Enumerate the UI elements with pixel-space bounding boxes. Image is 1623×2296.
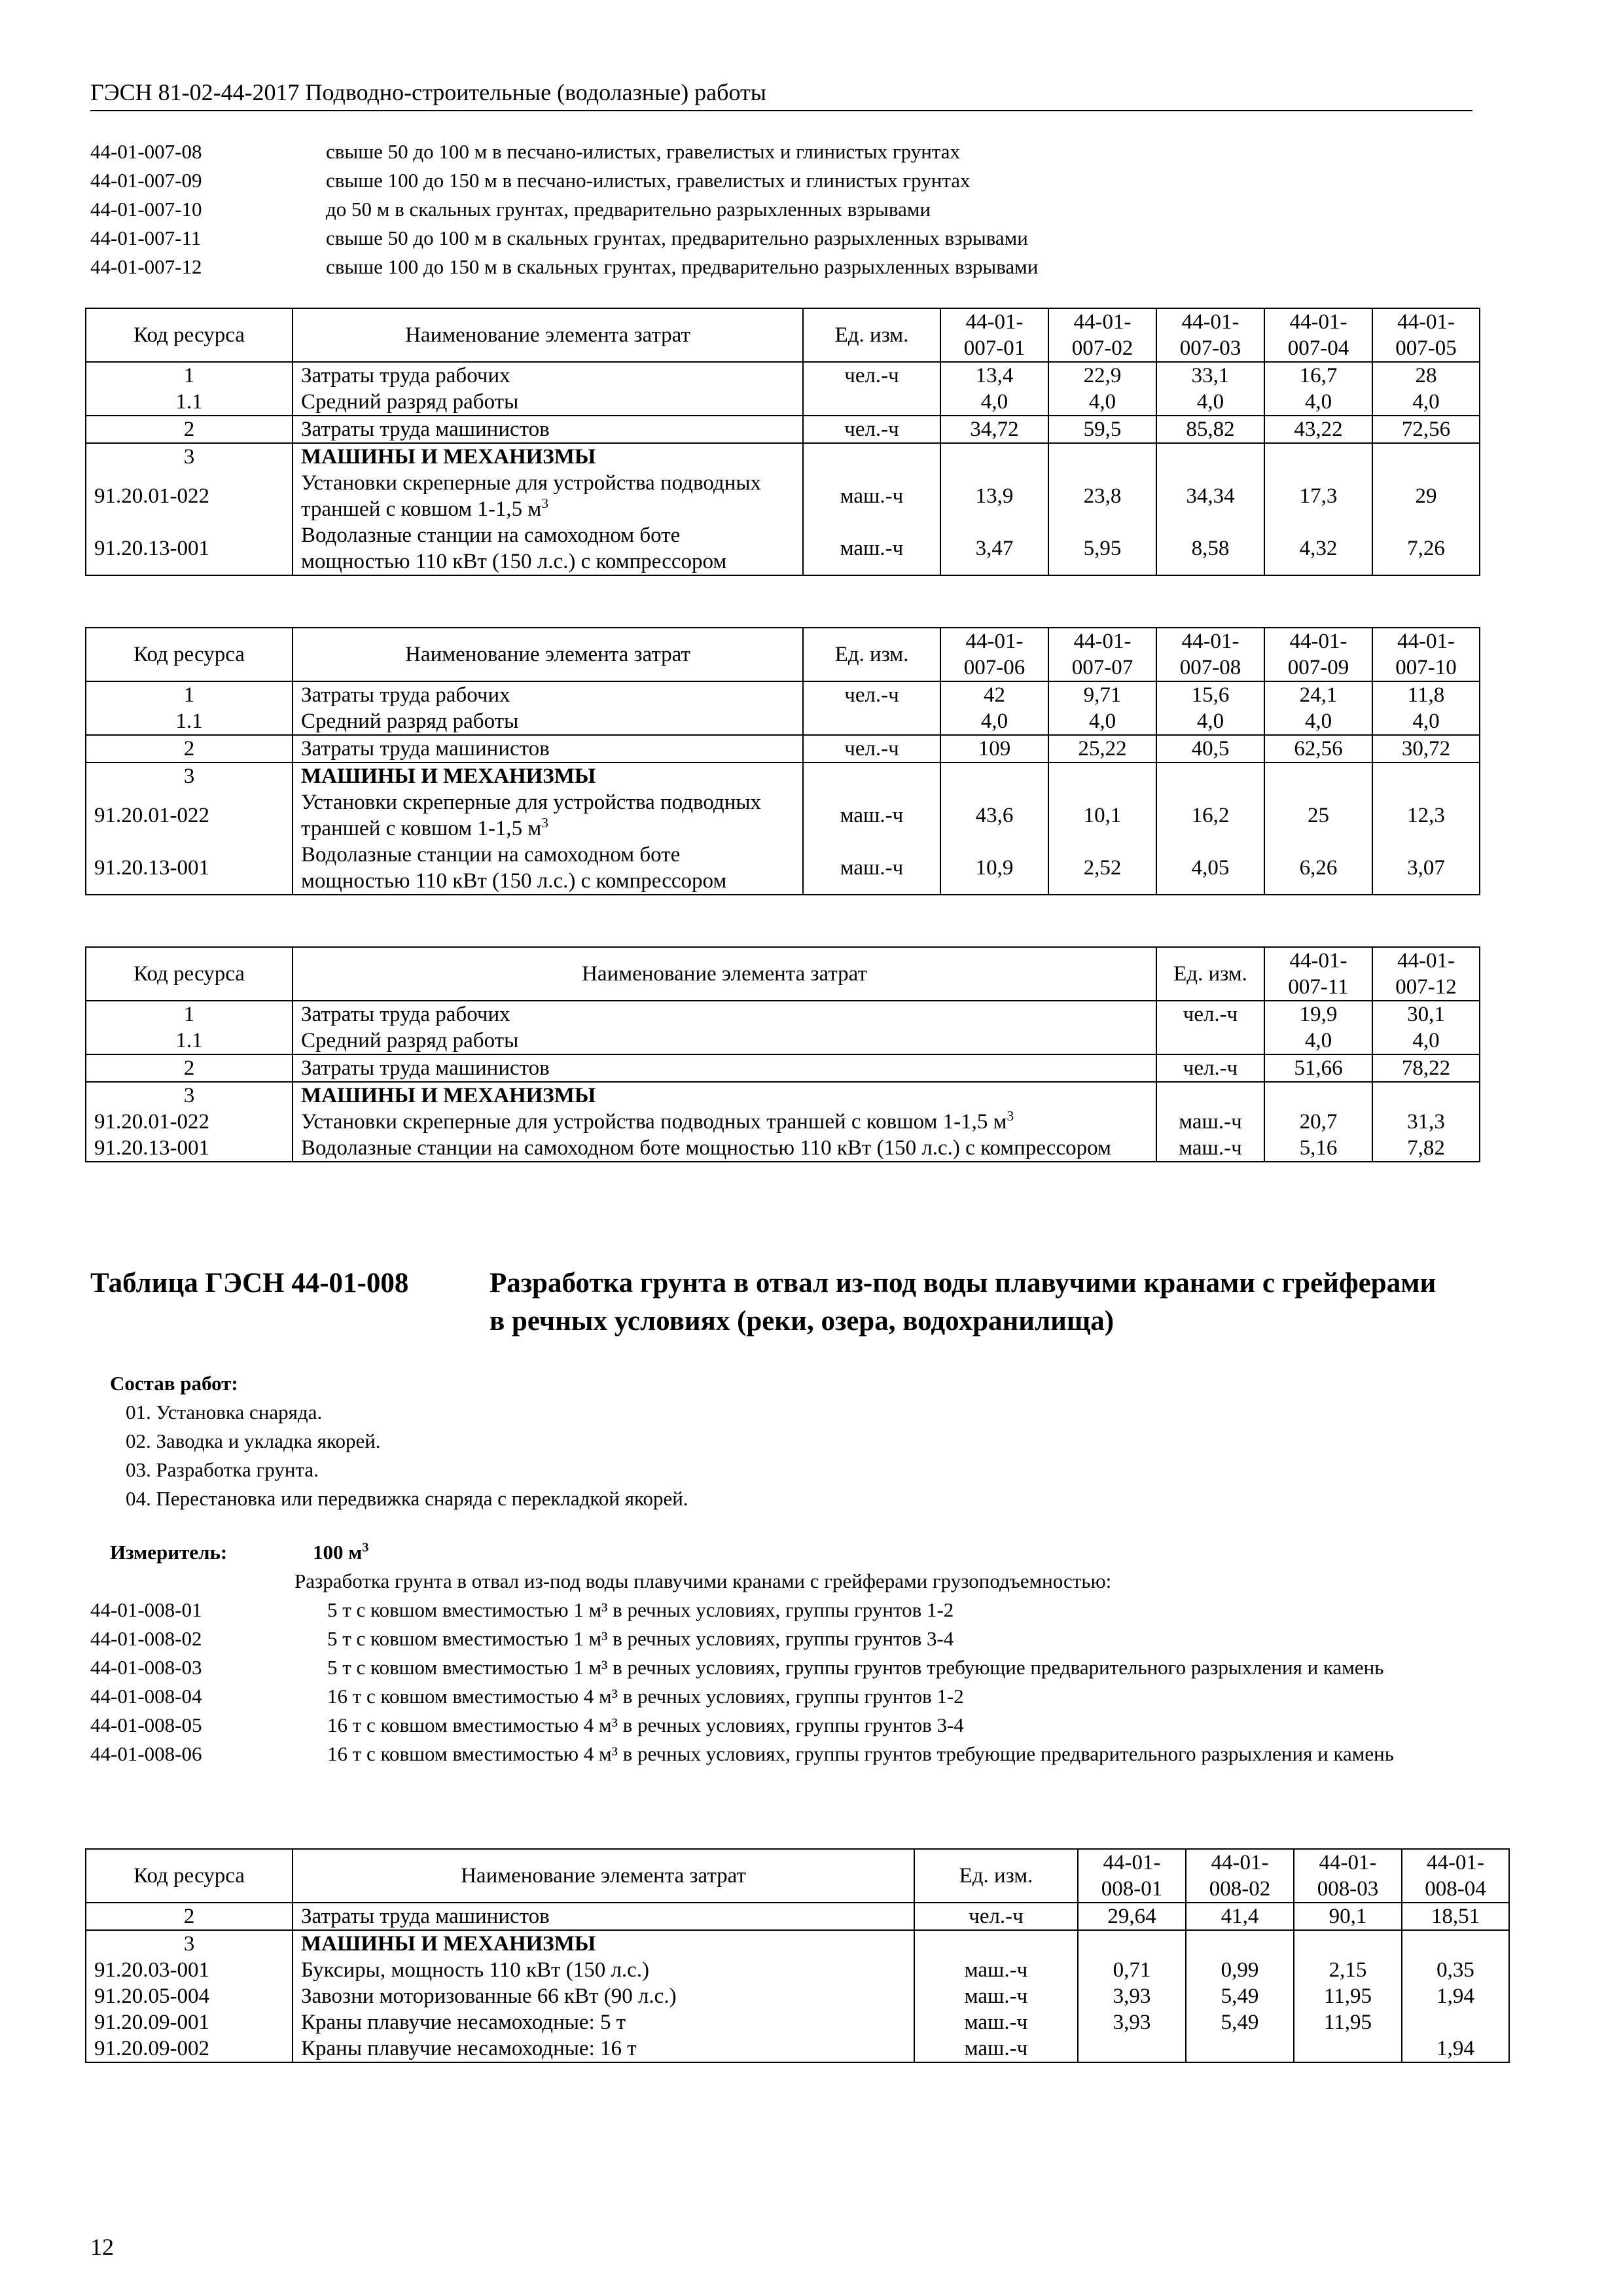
value-cell: 72,56 [1372, 416, 1480, 443]
value-cell: 17,3 [1264, 470, 1372, 522]
value-cell: 5,16 [1264, 1135, 1372, 1162]
resource-code: 3 [86, 443, 293, 470]
value-cell [1078, 1930, 1186, 1957]
value-cell: 10,1 [1048, 789, 1156, 842]
measure-item [90, 1624, 1465, 1653]
value-cell: 109 [940, 735, 1048, 762]
work-step: 04. Перестановка или передвижка снаряда с перекладкой якорей. [126, 1487, 688, 1510]
work-composition-title: Состав работ: [110, 1372, 238, 1395]
table-row [86, 842, 1480, 895]
value-cell: 19,9 [1264, 1001, 1372, 1028]
code-list-desc: до 50 м в скальных грунтах, предварительно разрыхленных взрывами [326, 198, 931, 221]
measure-item [90, 1596, 1465, 1624]
value-cell: 6,26 [1264, 842, 1372, 895]
code-list-desc: свыше 100 до 150 м в песчано-илистых, гравелистых и глинистых грунтах [326, 169, 971, 192]
measure-item-code: 44-01-008-02 [90, 1627, 202, 1650]
table-row [86, 1957, 1509, 1983]
table-row [86, 708, 1480, 735]
value-cell: 1,94 [1402, 2036, 1509, 2062]
resource-table-008-01-04 [85, 1848, 1510, 2063]
code-list-desc: свыше 50 до 100 м в скальных грунтах, предварительно разрыхленных взрывами [326, 226, 1028, 249]
value-cell [1294, 2036, 1402, 2062]
code-list-code: 44-01-007-10 [90, 198, 202, 221]
code-list-item [90, 195, 1038, 224]
value-cell: 40,5 [1156, 735, 1264, 762]
header-rate-code: 44-01- 007-07 [1048, 628, 1156, 681]
header-name: Наименование элемента затрат [293, 1849, 914, 1903]
header-unit: Ед. изм. [803, 628, 940, 681]
cost-element-name: Краны плавучие несамоходные: 5 т [293, 2009, 914, 2036]
cost-element-name: Завозни моторизованные 66 кВт (90 л.с.) [293, 1983, 914, 2009]
value-cell: 16,7 [1264, 362, 1372, 389]
unit-cell [914, 1930, 1078, 1957]
value-cell [1372, 443, 1480, 470]
value-cell: 59,5 [1048, 416, 1156, 443]
measure-label: Измеритель: [110, 1541, 228, 1564]
value-cell: 4,0 [1372, 1028, 1480, 1054]
table-row [86, 762, 1480, 789]
value-cell [1156, 443, 1264, 470]
value-cell: 29 [1372, 470, 1480, 522]
cost-element-name: Водолазные станции на самоходном боте мощностью 110 кВт (150 л.с.) с компрессором [293, 842, 803, 895]
unit-cell [803, 708, 940, 735]
value-cell: 78,22 [1372, 1054, 1480, 1082]
measure-item-code: 44-01-008-01 [90, 1598, 202, 1621]
unit-cell: маш.-ч [1156, 1135, 1264, 1162]
header-rate-code: 44-01- 007-10 [1372, 628, 1480, 681]
resource-code: 1 [86, 1001, 293, 1028]
work-composition [110, 1369, 688, 1513]
value-cell: 30,72 [1372, 735, 1480, 762]
resource-code: 91.20.13-001 [86, 842, 293, 895]
unit-cell: чел.-ч [803, 681, 940, 708]
code-list-desc: свыше 50 до 100 м в песчано-илистых, гравелистых и глинистых грунтах [326, 140, 961, 163]
value-cell [940, 443, 1048, 470]
unit-cell: маш.-ч [914, 1983, 1078, 2009]
value-cell: 85,82 [1156, 416, 1264, 443]
value-cell [1372, 762, 1480, 789]
value-cell: 29,64 [1078, 1903, 1186, 1930]
unit-cell: чел.-ч [803, 735, 940, 762]
header-rate-code: 44-01- 007-05 [1372, 308, 1480, 362]
code-list-item [90, 253, 1038, 281]
measure-block [90, 1538, 1465, 1768]
unit-cell: чел.-ч [803, 416, 940, 443]
table-row [86, 389, 1480, 416]
resource-table-007-11-12 [85, 946, 1480, 1162]
header-code: Код ресурса [86, 308, 293, 362]
code-list-item [90, 224, 1038, 253]
resource-code: 91.20.01-022 [86, 1109, 293, 1135]
value-cell: 11,8 [1372, 681, 1480, 708]
table-row [86, 416, 1480, 443]
value-cell: 11,95 [1294, 2009, 1402, 2036]
value-cell: 4,0 [1372, 708, 1480, 735]
table-row [86, 1082, 1480, 1109]
table-row [86, 1054, 1480, 1082]
resource-code: 91.20.01-022 [86, 789, 293, 842]
measure-value: 100 $м^3$ [313, 1540, 369, 1564]
unit-cell [803, 389, 940, 416]
cost-element-name: Затраты труда машинистов [293, 416, 803, 443]
resource-code: 1.1 [86, 708, 293, 735]
unit-cell [803, 443, 940, 470]
work-composition-list [110, 1398, 688, 1513]
header-code: Код ресурса [86, 1849, 293, 1903]
cost-element-name: Затраты труда рабочих [293, 681, 803, 708]
value-cell [1294, 1930, 1402, 1957]
measure-code-list [90, 1596, 1465, 1768]
value-cell [1078, 2036, 1186, 2062]
value-cell: 23,8 [1048, 470, 1156, 522]
resource-code: 1 [86, 362, 293, 389]
value-cell [1264, 762, 1372, 789]
value-cell: 4,32 [1264, 522, 1372, 575]
unit-cell [1156, 1082, 1264, 1109]
resource-code: 91.20.13-001 [86, 1135, 293, 1162]
table-row [86, 681, 1480, 708]
value-cell: 33,1 [1156, 362, 1264, 389]
resource-code: 2 [86, 416, 293, 443]
resource-code: 1 [86, 681, 293, 708]
value-cell: 0,99 [1186, 1957, 1294, 1983]
value-cell: 43,22 [1264, 416, 1372, 443]
cost-element-name: Затраты труда рабочих [293, 362, 803, 389]
value-cell: 34,72 [940, 416, 1048, 443]
top-code-list [90, 137, 1038, 281]
header-rate-code: 44-01- 007-01 [940, 308, 1048, 362]
cost-element-name: Установки скреперные для устройства подводных траншей с ковшом 1-1,5 $м^3$ [293, 1109, 1156, 1135]
value-cell: 4,0 [1264, 708, 1372, 735]
unit-cell [1156, 1028, 1264, 1054]
value-cell: 4,0 [1372, 389, 1480, 416]
value-cell [1264, 1082, 1372, 1109]
header-rate-code: 44-01- 007-09 [1264, 628, 1372, 681]
value-cell: 3,07 [1372, 842, 1480, 895]
value-cell [1156, 762, 1264, 789]
cost-element-name: Затраты труда машинистов [293, 735, 803, 762]
value-cell [1372, 1082, 1480, 1109]
value-cell: 18,51 [1402, 1903, 1509, 1930]
value-cell: 1,94 [1402, 1983, 1509, 2009]
resource-code: 91.20.05-004 [86, 1983, 293, 2009]
table-row [86, 2036, 1509, 2062]
measure-item-code: 44-01-008-03 [90, 1656, 202, 1679]
value-cell: 24,1 [1264, 681, 1372, 708]
unit-cell: чел.-ч [803, 362, 940, 389]
measure-item [90, 1740, 1465, 1768]
resource-code: 2 [86, 735, 293, 762]
unit-cell: маш.-ч [803, 789, 940, 842]
header-rate-code: 44-01- 007-04 [1264, 308, 1372, 362]
header-rate-code: 44-01- 007-11 [1264, 947, 1372, 1001]
value-cell: 4,05 [1156, 842, 1264, 895]
measure-item-desc: 5 т с ковшом вместимостью 1 м³ в речных условиях, группы грунтов 1-2 [327, 1598, 954, 1621]
cost-element-name: Средний разряд работы [293, 389, 803, 416]
value-cell: 31,3 [1372, 1109, 1480, 1135]
value-cell: 3,47 [940, 522, 1048, 575]
value-cell: 12,3 [1372, 789, 1480, 842]
value-cell: 43,6 [940, 789, 1048, 842]
value-cell: 5,49 [1186, 2009, 1294, 2036]
table-row [86, 1028, 1480, 1054]
value-cell: 25,22 [1048, 735, 1156, 762]
code-list-item [90, 166, 1038, 195]
value-cell: 4,0 [1048, 708, 1156, 735]
value-cell: 3,93 [1078, 1983, 1186, 2009]
value-cell [940, 762, 1048, 789]
measure-item-desc: 5 т с ковшом вместимостью 1 м³ в речных условиях, группы грунтов 3-4 [327, 1627, 954, 1650]
unit-cell: чел.-ч [1156, 1001, 1264, 1028]
table-title-label: Таблица ГЭСН 44-01-008 [90, 1268, 409, 1299]
work-step: 01. Установка снаряда. [126, 1401, 323, 1424]
value-cell: 5,49 [1186, 1983, 1294, 2009]
value-cell: 41,4 [1186, 1903, 1294, 1930]
measure-item-desc: 16 т с ковшом вместимостью 4 м³ в речных условиях, группы грунтов 3-4 [327, 1713, 964, 1736]
value-cell: 22,9 [1048, 362, 1156, 389]
header-code: Код ресурса [86, 947, 293, 1001]
value-cell: 4,0 [940, 708, 1048, 735]
value-cell [1186, 1930, 1294, 1957]
value-cell: 2,52 [1048, 842, 1156, 895]
table-title-text: Разработка грунта в отвал из-под воды плавучими кранами с грейферами в речных условиях (реки, озера, водохранилища) [490, 1268, 1436, 1336]
header-unit: Ед. изм. [914, 1849, 1078, 1903]
unit-cell: маш.-ч [1156, 1109, 1264, 1135]
cost-element-name: МАШИНЫ И МЕХАНИЗМЫ [293, 443, 803, 470]
header-name: Наименование элемента затрат [293, 628, 803, 681]
value-cell: 4,0 [1156, 708, 1264, 735]
resource-code: 3 [86, 1930, 293, 1957]
resource-code: 1.1 [86, 1028, 293, 1054]
running-header: ГЭСН 81-02-44-2017 Подводно-строительные (водолазные) работы [90, 79, 1472, 111]
resource-code: 91.20.09-002 [86, 2036, 293, 2062]
value-cell: 11,95 [1294, 1983, 1402, 2009]
resource-code: 1.1 [86, 389, 293, 416]
code-list-code: 44-01-007-08 [90, 140, 202, 163]
measure-item-desc: 16 т с ковшом вместимостью 4 м³ в речных условиях, группы грунтов требующие предварительного разрыхления и камень [327, 1742, 1394, 1765]
cost-element-name: МАШИНЫ И МЕХАНИЗМЫ [293, 1930, 914, 1957]
resource-code: 91.20.01-022 [86, 470, 293, 522]
value-cell: 4,0 [1156, 389, 1264, 416]
measure-item [90, 1711, 1465, 1740]
value-cell: 34,34 [1156, 470, 1264, 522]
table-row [86, 1001, 1480, 1028]
value-cell: 7,82 [1372, 1135, 1480, 1162]
value-cell: 30,1 [1372, 1001, 1480, 1028]
value-cell: 3,93 [1078, 2009, 1186, 2036]
cost-element-name: Установки скреперные для устройства подводных траншей с ковшом 1-1,5 $м^3$ [293, 470, 803, 522]
cost-element-name: Средний разряд работы [293, 708, 803, 735]
value-cell: 15,6 [1156, 681, 1264, 708]
value-cell: 2,15 [1294, 1957, 1402, 1983]
value-cell: 4,0 [1264, 1028, 1372, 1054]
value-cell [1048, 762, 1156, 789]
table-row [86, 735, 1480, 762]
table-row [86, 1983, 1509, 2009]
resource-table-007-06-10 [85, 627, 1480, 895]
value-cell: 25 [1264, 789, 1372, 842]
cost-element-name: Буксиры, мощность 110 кВт (150 л.с.) [293, 1957, 914, 1983]
value-cell [1264, 443, 1372, 470]
value-cell: 62,56 [1264, 735, 1372, 762]
resource-code: 3 [86, 1082, 293, 1109]
resource-code: 91.20.09-001 [86, 2009, 293, 2036]
cost-element-name: Водолазные станции на самоходном боте мощностью 110 кВт (150 л.с.) с компрессором [293, 522, 803, 575]
header-unit: Ед. изм. [803, 308, 940, 362]
code-list-item [90, 137, 1038, 166]
measure-item-desc: 16 т с ковшом вместимостью 4 м³ в речных условиях, группы грунтов 1-2 [327, 1685, 964, 1708]
table-title [90, 1265, 1438, 1340]
value-cell: 9,71 [1048, 681, 1156, 708]
value-cell: 13,9 [940, 470, 1048, 522]
header-code: Код ресурса [86, 628, 293, 681]
header-rate-code: 44-01- 008-03 [1294, 1849, 1402, 1903]
unit-cell [803, 762, 940, 789]
header-unit: Ед. изм. [1156, 947, 1264, 1001]
value-cell: 20,7 [1264, 1109, 1372, 1135]
cost-element-name: Водолазные станции на самоходном боте мощностью 110 кВт (150 л.с.) с компрессором [293, 1135, 1156, 1162]
measure-item-desc: 5 т с ковшом вместимостью 1 м³ в речных условиях, группы грунтов требующие предварительного разрыхления и камень [327, 1656, 1384, 1679]
cost-element-name: Затраты труда машинистов [293, 1054, 1156, 1082]
value-cell: 8,58 [1156, 522, 1264, 575]
header-rate-code: 44-01- 007-06 [940, 628, 1048, 681]
header-rate-code: 44-01- 008-02 [1186, 1849, 1294, 1903]
cost-element-name: МАШИНЫ И МЕХАНИЗМЫ [293, 1082, 1156, 1109]
code-list-code: 44-01-007-09 [90, 169, 202, 192]
unit-cell: маш.-ч [803, 522, 940, 575]
table-row [86, 470, 1480, 522]
value-cell: 13,4 [940, 362, 1048, 389]
header-rate-code: 44-01- 008-01 [1078, 1849, 1186, 1903]
value-cell [1402, 2009, 1509, 2036]
cost-element-name: Краны плавучие несамоходные: 16 т [293, 2036, 914, 2062]
cost-element-name: Затраты труда машинистов [293, 1903, 914, 1930]
resource-code: 3 [86, 762, 293, 789]
unit-cell: маш.-ч [914, 2036, 1078, 2062]
value-cell [1402, 1930, 1509, 1957]
code-list-code: 44-01-007-11 [90, 226, 202, 249]
header-rate-code: 44-01- 007-12 [1372, 947, 1480, 1001]
cost-element-name: Средний разряд работы [293, 1028, 1156, 1054]
cost-element-name: Установки скреперные для устройства подводных траншей с ковшом 1-1,5 $м^3$ [293, 789, 803, 842]
value-cell: 5,95 [1048, 522, 1156, 575]
resource-code: 2 [86, 1054, 293, 1082]
table-row [86, 362, 1480, 389]
unit-cell: чел.-ч [1156, 1054, 1264, 1082]
work-step: 02. Заводка и укладка якорей. [126, 1429, 381, 1452]
table-row [86, 443, 1480, 470]
value-cell: 0,35 [1402, 1957, 1509, 1983]
value-cell: 4,0 [1264, 389, 1372, 416]
measure-item-code: 44-01-008-04 [90, 1685, 202, 1708]
value-cell: 4,0 [940, 389, 1048, 416]
value-cell: 4,0 [1048, 389, 1156, 416]
value-cell: 10,9 [940, 842, 1048, 895]
value-cell: 28 [1372, 362, 1480, 389]
measure-item-code: 44-01-008-05 [90, 1713, 202, 1736]
unit-cell: чел.-ч [914, 1903, 1078, 1930]
table-row [86, 1903, 1509, 1930]
unit-cell: маш.-ч [914, 1957, 1078, 1983]
header-name: Наименование элемента затрат [293, 947, 1156, 1001]
measure-intro: Разработка грунта в отвал из-под воды плавучими кранами с грейферами грузоподъемностью: [294, 1570, 1112, 1592]
header-rate-code: 44-01- 007-02 [1048, 308, 1156, 362]
cost-element-name: Затраты труда рабочих [293, 1001, 1156, 1028]
resource-table-007-01-05 [85, 308, 1480, 576]
work-step: 03. Разработка грунта. [126, 1458, 319, 1481]
table-row [86, 1930, 1509, 1957]
code-list-desc: свыше 100 до 150 м в скальных грунтах, предварительно разрыхленных взрывами [326, 255, 1039, 278]
resource-code: 2 [86, 1903, 293, 1930]
unit-cell: маш.-ч [914, 2009, 1078, 2036]
header-rate-code: 44-01- 008-04 [1402, 1849, 1509, 1903]
measure-item [90, 1682, 1465, 1711]
table-row [86, 1135, 1480, 1162]
value-cell: 42 [940, 681, 1048, 708]
value-cell [1048, 443, 1156, 470]
value-cell: 51,66 [1264, 1054, 1372, 1082]
measure-item-code: 44-01-008-06 [90, 1742, 202, 1765]
table-row [86, 522, 1480, 575]
cost-element-name: МАШИНЫ И МЕХАНИЗМЫ [293, 762, 803, 789]
value-cell: 90,1 [1294, 1903, 1402, 1930]
value-cell: 7,26 [1372, 522, 1480, 575]
value-cell [1186, 2036, 1294, 2062]
table-row [86, 2009, 1509, 2036]
header-rate-code: 44-01- 007-08 [1156, 628, 1264, 681]
unit-cell: маш.-ч [803, 470, 940, 522]
unit-cell: маш.-ч [803, 842, 940, 895]
page-number: 12 [90, 2234, 114, 2260]
table-row [86, 789, 1480, 842]
measure-item [90, 1653, 1465, 1682]
code-list-code: 44-01-007-12 [90, 255, 202, 278]
resource-code: 91.20.13-001 [86, 522, 293, 575]
value-cell: 0,71 [1078, 1957, 1186, 1983]
value-cell: 16,2 [1156, 789, 1264, 842]
header-rate-code: 44-01- 007-03 [1156, 308, 1264, 362]
header-name: Наименование элемента затрат [293, 308, 803, 362]
table-row [86, 1109, 1480, 1135]
resource-code: 91.20.03-001 [86, 1957, 293, 1983]
